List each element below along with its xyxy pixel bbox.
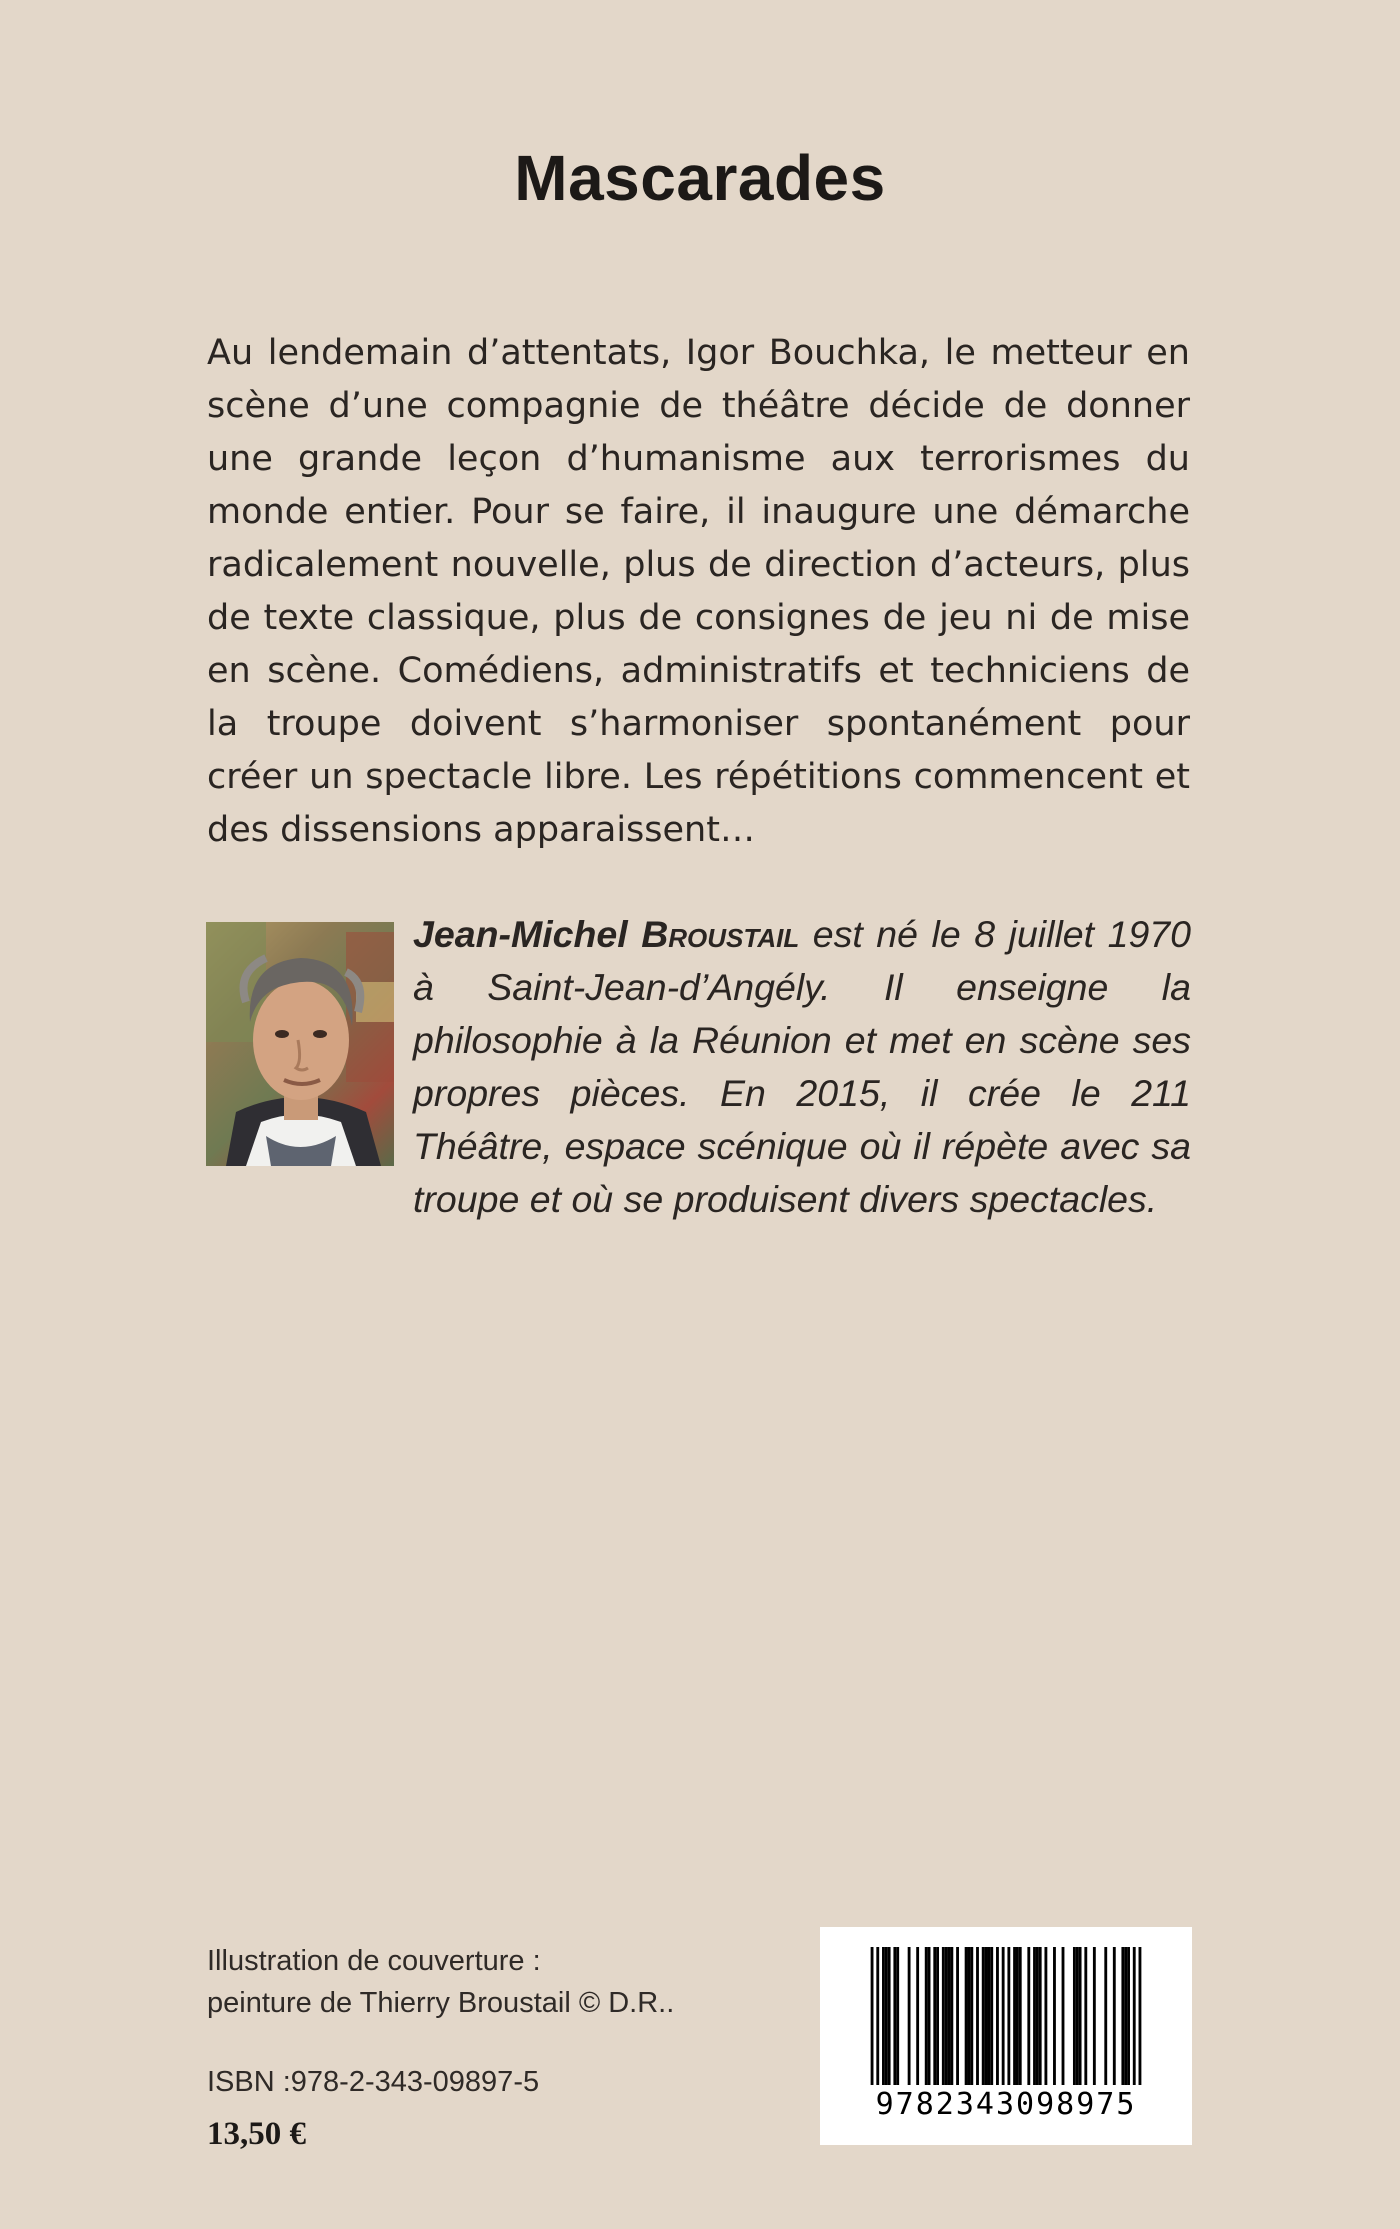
- barcode-bar: [982, 1947, 985, 2087]
- barcode-bar: [942, 1947, 945, 2087]
- barcode-bar: [1093, 1947, 1096, 2087]
- barcode-bar: [1027, 1947, 1030, 2087]
- barcode-bar: [950, 1947, 953, 2087]
- barcode-digits: 9782343098975: [856, 2085, 1156, 2125]
- barcode-bar: [1113, 1947, 1116, 2087]
- barcode-bar: [976, 1947, 979, 2087]
- barcode-bar: [876, 1947, 879, 2097]
- barcode-bar: [1019, 1947, 1022, 2087]
- barcode-bar: [1084, 1947, 1087, 2087]
- barcode-bar: [896, 1947, 899, 2087]
- barcode-bar: [885, 1947, 888, 2087]
- barcode-bar: [968, 1947, 971, 2087]
- book-blurb: Au lendemain d’attentats, Igor Bouchka, le metteur en scène d’une compagnie de théâtre décide de donner une grande leçon d’humanisme aux terrorismes du monde entier. Pour se faire, il inaugure une démarche radicalement nouvelle, plus de direction d’acteurs, plus de texte classique, plus de consignes de jeu ni de mise en scène. Comédiens, administratifs et techniciens de la troupe doivent s’harmoniser spontanément pour créer un spectacle libre. Les répétitions commencent et des dissensions apparaissent…: [207, 333, 1190, 850]
- barcode-bar: [956, 1947, 959, 2087]
- author-first-name: Jean-Michel: [413, 913, 628, 955]
- barcode-bar: [987, 1947, 990, 2087]
- book-title: Mascarades: [514, 142, 886, 214]
- barcode-bar: [871, 1947, 874, 2097]
- barcode-bar: [1124, 1947, 1127, 2087]
- author-photo: [206, 922, 394, 1166]
- barcode-bar: [888, 1947, 891, 2087]
- barcode-bar: [893, 1947, 896, 2087]
- barcode-bar: [948, 1947, 951, 2087]
- barcode-bar: [945, 1947, 948, 2087]
- barcode-bar: [1036, 1947, 1039, 2087]
- barcode-bar: [1013, 1947, 1016, 2087]
- barcode-bar: [970, 1947, 973, 2087]
- barcode-bar: [1039, 1947, 1042, 2087]
- barcode-bar: [925, 1947, 928, 2087]
- barcode-bar: [882, 1947, 885, 2087]
- barcode-bar: [1127, 1947, 1130, 2087]
- cover-credits: [207, 1940, 674, 2024]
- barcode-bar: [1044, 1947, 1047, 2087]
- barcode-bar: [1139, 1947, 1142, 2097]
- barcode-bar: [1073, 1947, 1076, 2087]
- barcode-bar: [908, 1947, 911, 2087]
- barcode-bar: [936, 1947, 939, 2087]
- barcode-bar: [1053, 1947, 1056, 2087]
- barcode: [820, 1927, 1192, 2145]
- barcode-bar: [1002, 1947, 1005, 2097]
- barcode-bar: [928, 1947, 931, 2087]
- barcode-bar: [1007, 1947, 1010, 2097]
- credits-line-1: Illustration de couverture :: [207, 1945, 541, 1977]
- author-bio-text: est né le 8 juillet 1970 à Saint-Jean-d’Angély. Il enseigne la philosophie à la Réunion et met en scène ses propres pièces. En 2015, il crée le 211 Théâtre, espace scénique où il répète avec sa troupe et où se produisent divers spectacles.: [413, 913, 1192, 1220]
- barcode-bar: [1079, 1947, 1082, 2087]
- author-last-name: Broustail: [641, 913, 800, 955]
- barcode-bar: [1104, 1947, 1107, 2087]
- price: 13,50 €: [207, 2116, 306, 2152]
- barcode-bar: [1076, 1947, 1079, 2087]
- barcode-bar: [916, 1947, 919, 2087]
- barcode-bar: [996, 1947, 999, 2087]
- credits-line-2: peinture de Thierry Broustail © D.R..: [207, 1987, 675, 2019]
- barcode-bar: [1033, 1947, 1036, 2087]
- barcode-bar: [985, 1947, 988, 2087]
- barcode-bar: [1121, 1947, 1124, 2087]
- barcode-bar: [1016, 1947, 1019, 2087]
- barcode-bar: [990, 1947, 993, 2087]
- author-bio: [413, 908, 1191, 1226]
- barcode-bar: [965, 1947, 968, 2087]
- barcode-bar: [933, 1947, 936, 2087]
- barcode-bar: [1133, 1947, 1136, 2097]
- barcode-bar: [1062, 1947, 1065, 2087]
- isbn-label: ISBN :978-2-343-09897-5: [207, 2066, 540, 2098]
